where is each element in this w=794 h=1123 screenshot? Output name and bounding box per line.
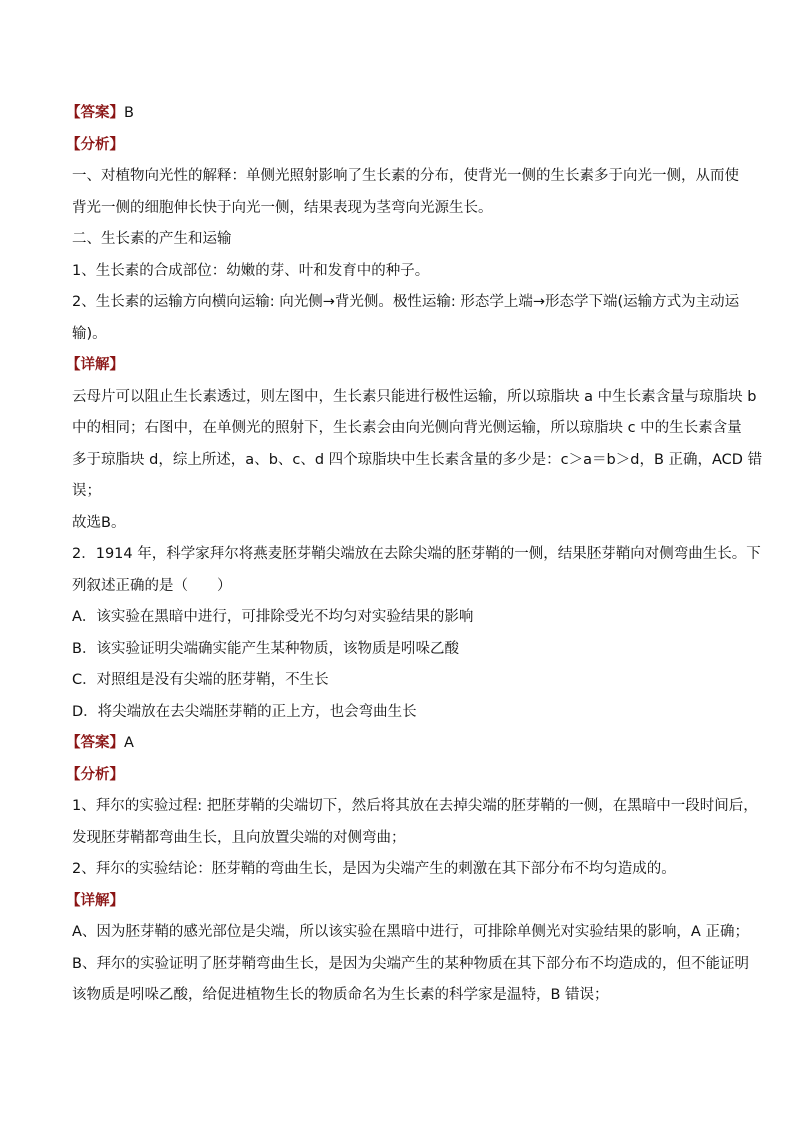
analysis-1-line: 二、生长素的产生和运输: [72, 231, 232, 247]
detail-1-line: 误；: [72, 483, 101, 499]
detail-1-label: 【详解】: [66, 357, 124, 373]
question-2-stem: 列叙述正确的是（ ）: [72, 577, 232, 594]
detail-1-line: 多于琼脂块 d，综上所述，a、b、c、d 四个琼脂块中生长素含量的多少是：c＞a＝b＞d，B 正确，ACD 错: [72, 451, 763, 468]
analysis-1-line: 输)。: [72, 325, 107, 342]
answer-2-label: 【答案】: [66, 735, 124, 751]
answer-1-line: [66, 98, 752, 130]
answer-2-value: A: [124, 735, 134, 751]
detail-2-label: 【详解】: [66, 892, 124, 909]
detail-1-heading: [66, 350, 752, 382]
analysis-1-line: 1、生长素的合成部位：幼嫩的芽、叶和发育中的种子。: [72, 262, 430, 279]
analysis-1-line: 背光一侧的细胞伸长快于向光一侧，结果表现为茎弯向光源生长。: [72, 199, 493, 216]
detail-2-line: 该物质是吲哚乙酸，给促进植物生长的物质命名为生长素的科学家是温特，B 错误；: [72, 987, 609, 1003]
analysis-1-heading: [66, 130, 752, 162]
detail-1-line: 故选B。: [72, 514, 126, 531]
option-b: B．该实验证明尖端确实能产生某种物质，该物质是吲哚乙酸: [72, 640, 459, 657]
document-body: [66, 98, 763, 1012]
analysis-2-heading: [66, 760, 752, 792]
answer-2-line: [66, 728, 752, 760]
analysis-2-line: 1、拜尔的实验过程: 把胚芽鞘的尖端切下，然后将其放在去掉尖端的胚芽鞘的一侧，在黑暗中一段时间后，: [72, 798, 758, 814]
option-c: C．对照组是没有尖端的胚芽鞘，不生长: [72, 672, 329, 688]
detail-2-heading: [66, 886, 752, 918]
detail-2-line: A、因为胚芽鞘的感光部位是尖端，所以该实验在黑暗中进行，可排除单侧光对实验结果的影响，A 正确；: [72, 924, 749, 940]
detail-2-line: B、拜尔的实验证明了胚芽鞘弯曲生长，是因为尖端产生的某种物质在其下部分布不均造成的，但不能证明: [72, 955, 749, 972]
detail-1-line: 中的相同；右图中，在单侧光的照射下，生长素会由向光侧向背光侧运输，所以琼脂块 c 中的生长素含量: [72, 420, 742, 436]
question-2-stem: 2．1914 年，科学家拜尔将燕麦胚芽鞘尖端放在去除尖端的胚芽鞘的一侧，结果胚芽鞘向对侧弯曲生长。下: [72, 546, 761, 562]
analysis-2-line: 发现胚芽鞘都弯曲生长，且向放置尖端的对侧弯曲；: [72, 829, 406, 846]
option-d: D．将尖端放在去尖端胚芽鞘的正上方，也会弯曲生长: [72, 703, 417, 720]
analysis-1-line: 一、对植物向光性的解释：单侧光照射影响了生长素的分布，使背光一侧的生长素多于向光一侧，从而使: [72, 168, 739, 184]
option-a: A．该实验在黑暗中进行，可排除受光不均匀对实验结果的影响: [72, 609, 474, 625]
answer-1-label: 【答案】: [66, 105, 124, 121]
detail-1-line: 云母片可以阻止生长素透过，则左图中，生长素只能进行极性运输，所以琼脂块 a 中生长素含量与琼脂块 b: [72, 388, 757, 405]
analysis-2-line: 2、拜尔的实验结论：胚芽鞘的弯曲生长，是因为尖端产生的刺激在其下部分布不均匀造成的。: [72, 861, 676, 877]
analysis-2-label: 【分析】: [66, 766, 124, 783]
analysis-1-line: 2、生长素的运输方向横向运输: 向光侧→背光侧。极性运输: 形态学上端→形态学下端(运输方式为主动运: [72, 294, 740, 310]
analysis-1-label: 【分析】: [66, 136, 124, 153]
answer-1-value: B: [124, 105, 134, 121]
